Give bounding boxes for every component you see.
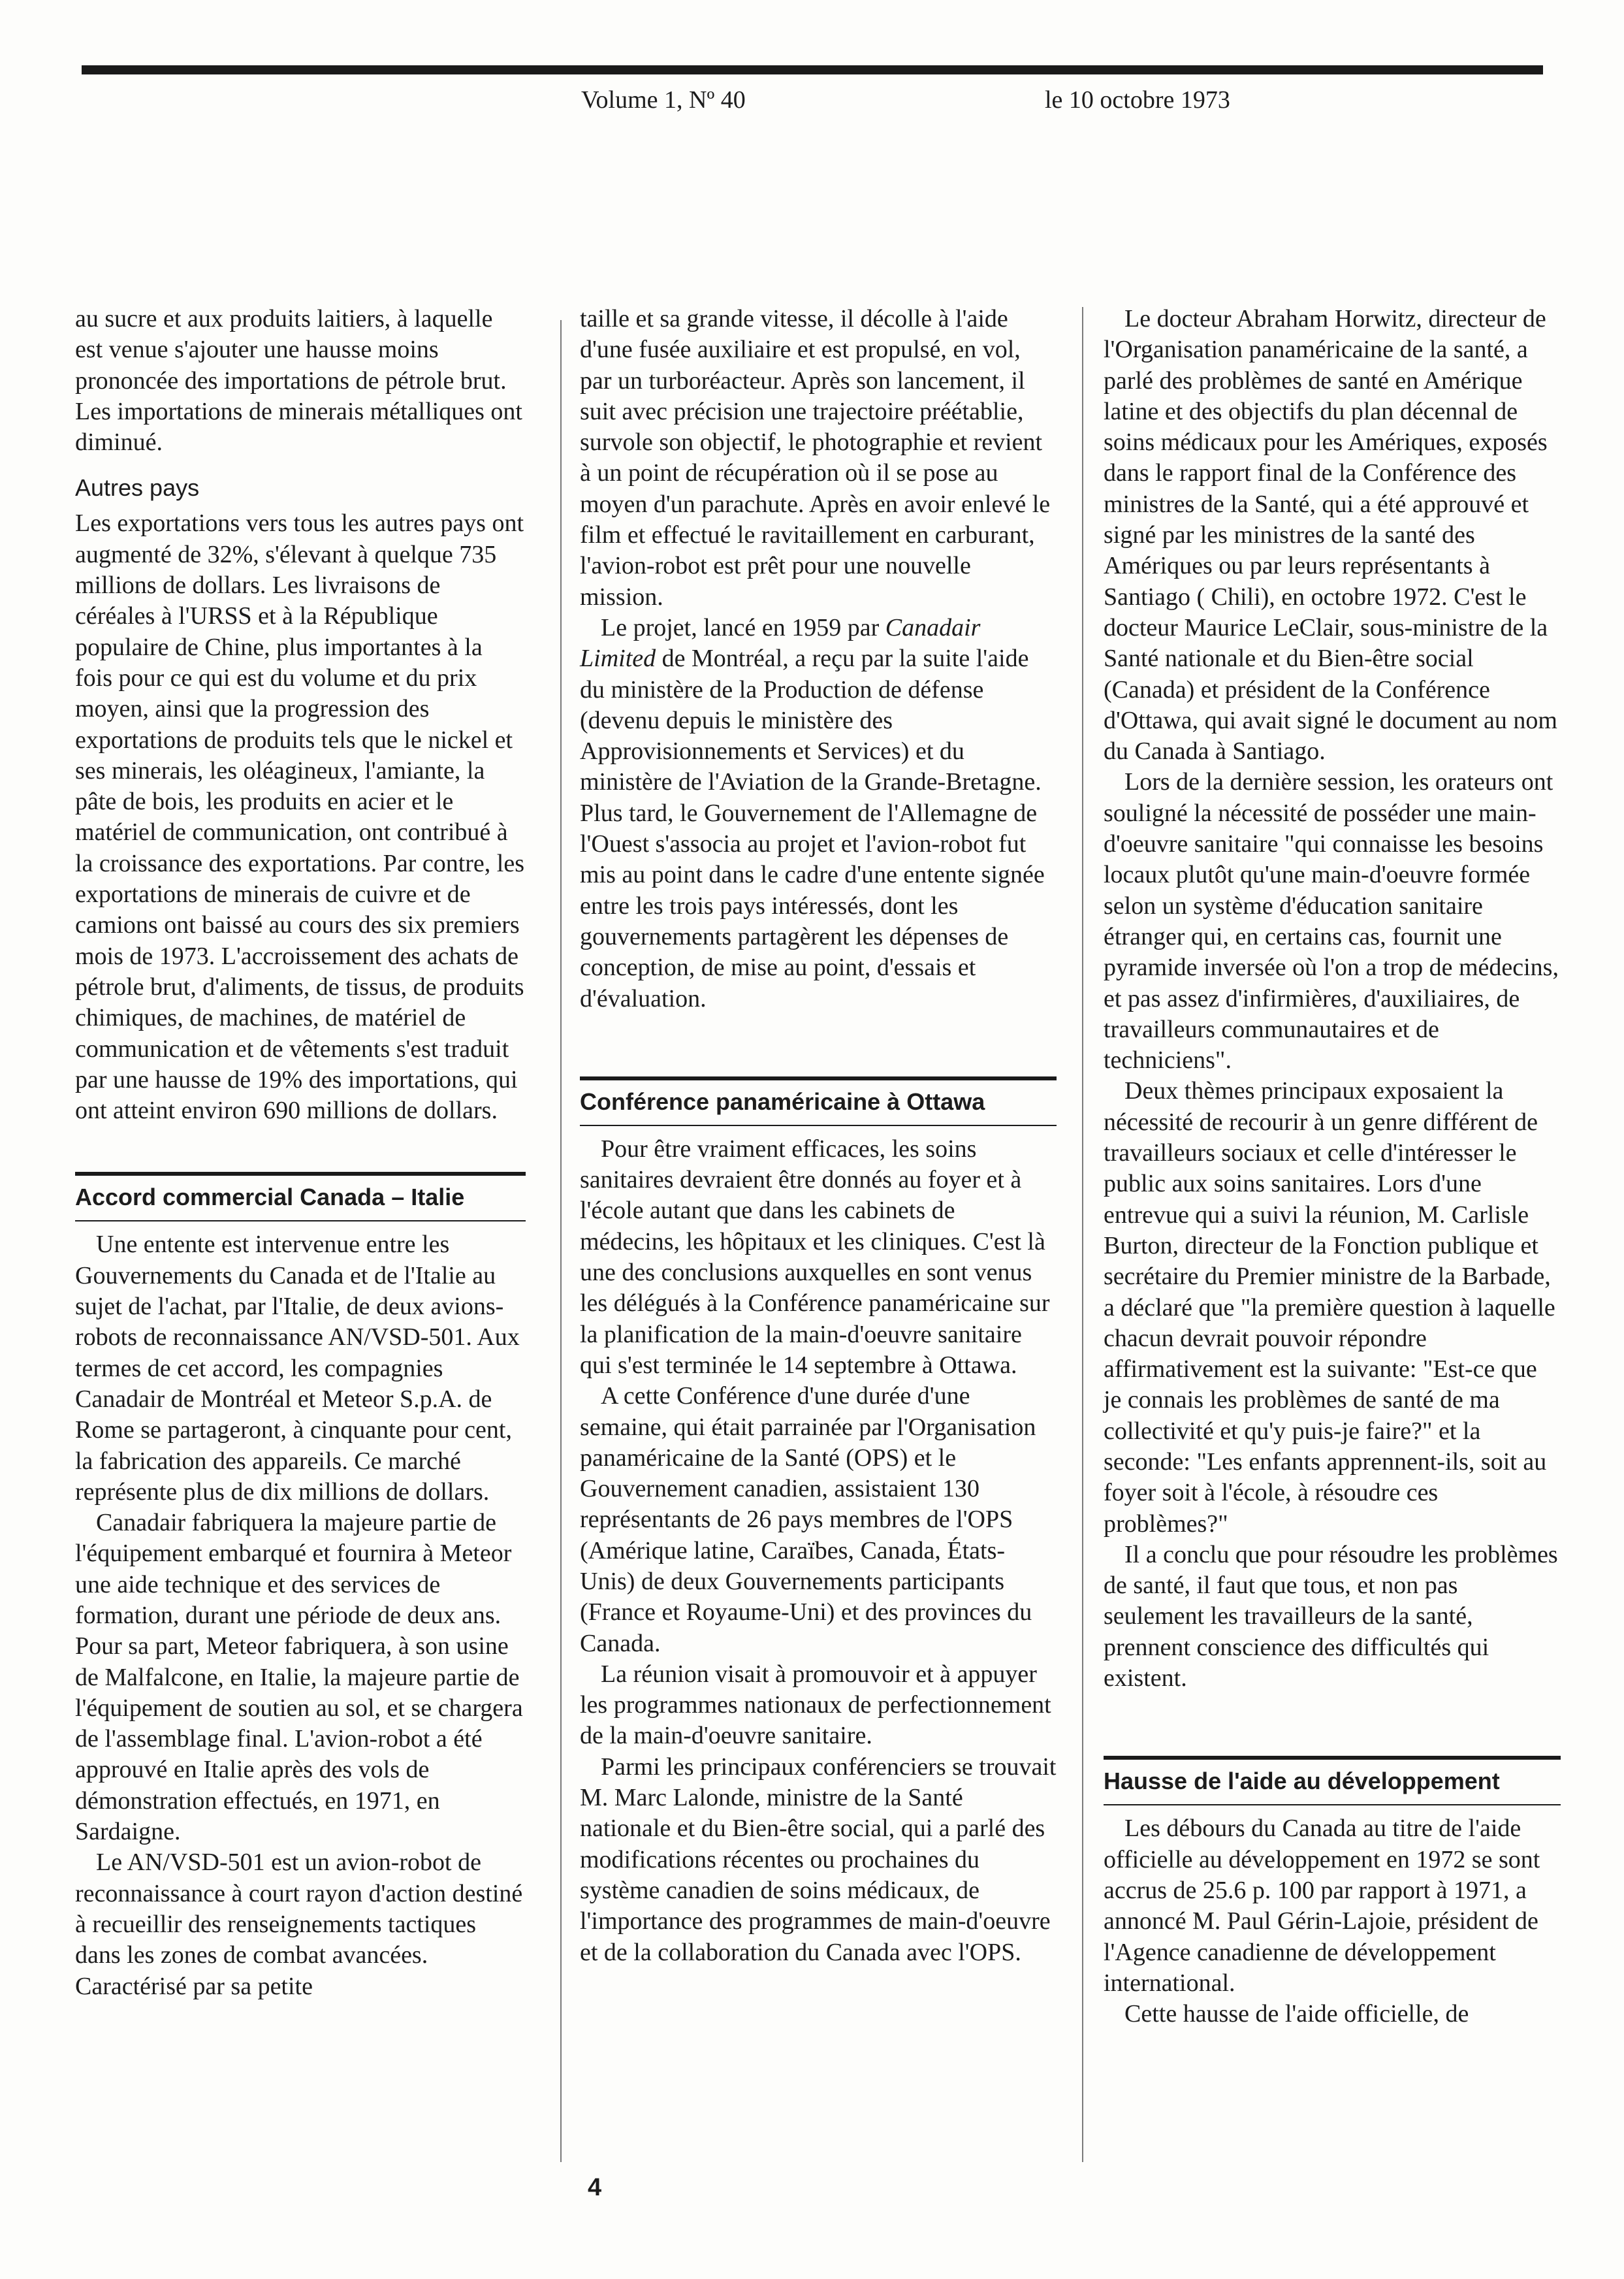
paragraph: Une entente est intervenue entre les Gouvernements du Canada et de l'Italie au sujet de l'achat, par l'Italie, de deux avions-robots de reconnaissance AN/VSD-501. Aux termes de cet accord, les compagnies Canadair de Montréal et Meteor S.p.A. de Rome se partageront, à cinquante pour cent, la fabrication des appareils. Ce marché représente plus de dix millions de dollars. <box>75 1231 520 1506</box>
paragraph: Lors de la dernière session, les orateurs ont souligné la nécessité de posséder une main-d'oeuvre sanitaire "qui connaisse les besoins locaux plutôt qu'une main-d'oeuvre formée selon un système d'éducation sanitaire étranger qui, en certains cas, fournit une pyramide inversée où l'on a trop de médecins, et pas assez d'infirmières, d'auxiliaires, de travailleurs communautaires et de techniciens". <box>1104 768 1559 1075</box>
paragraph: au sucre et aux produits laitiers, à laquelle est venue s'ajouter une hausse moins prononcée des importations de pétrole brut. Les importations de minerais métalliques ont diminué. <box>75 305 522 457</box>
paragraph: Canadair fabriquera la majeure partie de l'équipement embarqué et fournira à Meteor une aide technique et des services de formation, durant une période de deux ans. Pour sa part, Meteor fabriquera, à son usine de Malfalcone, en Italie, la majeure partie de l'équipement de soutien au sol, et se chargera de l'assemblage final. L'avion-robot a été approuvé en Italie après des vols de démonstration effectués, en 1971, en Sardaigne. <box>75 1509 523 1846</box>
column-2 <box>580 304 1057 1968</box>
text-run: Le projet, lancé en 1959 par <box>601 613 885 641</box>
issue-date: le 10 octobre 1973 <box>1045 86 1230 114</box>
column-divider-2 <box>1082 307 1083 2162</box>
company-name: Canadair Limited <box>580 613 981 673</box>
paragraph: Le docteur Abraham Horwitz, directeur de l'Organisation panaméricaine de la santé, a parlé des problèmes de santé en Amérique latine et des objectifs du plan décennal de soins médicaux pour les Amériques, exposés dans le rapport final de la Conférence des ministres de la Santé, qui a été approuvé et signé par les ministres de la santé des Amériques ou par leurs représentants à Santiago ( Chili), en octobre 1972. C'est le docteur Maurice LeClair, sous-ministre de la Santé nationale et du Bien-être social (Canada) et président de la Conférence d'Ottawa, qui avait signé le document au nom du Canada à Santiago. <box>1104 305 1557 766</box>
paragraph: Cette hausse de l'aide officielle, de <box>1124 2000 1469 2028</box>
paragraph: Les débours du Canada au titre de l'aide officielle au développement en 1972 se sont accrus de 25.6 p. 100 par rapport à 1971, a annoncé M. Paul Gérin-Lajoie, président de l'Agence canadienne de développement international. <box>1104 1815 1540 1997</box>
subheading-autres-pays: Autres pays <box>75 474 200 502</box>
paragraph: Pour être vraiment efficaces, les soins sanitaires devraient être donnés au foyer et à l'école autant que dans les cabinets de médecins, les hôpitaux et les cliniques. C'est là une des conclusions auxquelles en sont venus les délégués à la Conférence panaméricaine sur la planification de la main-d'oeuvre sanitaire qui s'est terminée le 14 septembre à Ottawa. <box>580 1135 1050 1379</box>
top-rule <box>82 65 1543 74</box>
paragraph: Deux thèmes principaux exposaient la nécessité de recourir à un genre différent de travailleurs sociaux et celle d'intéresser le public aux soins sanitaires. Lors d'une entrevue qui a suivi la réunion, M. Carlisle Burton, directeur de la Fonction publique et secrétaire du Premier ministre de la Barbade, a déclaré que "la première question à laquelle chacun devrait pouvoir répondre affirmativement est la suivante: "Est-ce que je connais les problèmes de santé de ma collectivité et qu'y puis-je faire?" et la seconde: "Les enfants apprennent-ils, soit au foyer soit à l'école, à résoudre ces problèmes?" <box>1104 1077 1555 1538</box>
volume-number: Volume 1, Nº 40 <box>581 86 746 114</box>
paragraph: A cette Conférence d'une durée d'une semaine, qui était parrainée par l'Organisation panaméricaine de la Santé (OPS) et le Gouvernement canadien, assistaient 130 représentants de 26 pays membres de l'OPS (Amérique latine, Caraïbes, Canada, États-Unis) de deux Gouvernements participants (France et Royaume-Uni) et des provinces du Canada. <box>580 1382 1036 1657</box>
text-run: de Montréal, a reçu par la suite l'aide du ministère de la Production de défense (devenu depuis le ministère des Approvisionnements et Services) et du ministère de l'Aviation de la Grande-Bretagne. Plus tard, le Gouvernement de l'Allemagne de l'Ouest s'associa au projet et l'avion-robot fut mis au point dans le cadre d'une entente signée entre les trois pays intéressés, dont les gouvernements partagèrent les dépenses de conception, de mise au point, d'essais et d'évaluation. <box>580 645 1045 1012</box>
paragraph: Parmi les principaux conférenciers se trouvait M. Marc Lalonde, ministre de la Santé nationale et du Bien-être social, qui a parlé des modifications récentes ou prochaines du système canadien de soins médicaux, de l'importance des programmes de main-d'oeuvre et de la collaboration du Canada avec l'OPS. <box>580 1753 1057 1966</box>
paragraph: Le AN/VSD-501 est un avion-robot de reconnaissance à court rayon d'action destiné à recueillir des renseignements tactiques dans les zones de combat avancées. Caractérisé par sa petite <box>75 1849 523 2000</box>
column-divider-1 <box>560 320 562 2162</box>
section-heading <box>75 1172 526 1221</box>
section-title-accord: Accord commercial Canada – Italie <box>75 1184 526 1221</box>
column-1 <box>75 304 526 2002</box>
section-title-conference: Conférence panaméricaine à Ottawa <box>580 1088 1057 1126</box>
paragraph: Les exportations vers tous les autres pays ont augmenté de 32%, s'élevant à quelque 735 millions de dollars. Les livraisons de céréales à l'URSS et à la République populaire de Chine, plus importantes à la fois pour ce qui est du volume et du prix moyen, ainsi que la progression des exportations de produits tels que le nickel et ses minerais, les oléagineux, l'amiante, la pâte de bois, les produits en acier et le matériel de communication, ont contribué à la croissance des exportations. Par contre, les exportations de minerais de cuivre et de camions ont baissé au cours des six premiers mois de 1973. L'accroissement des achats de pétrole brut, d'aliments, de tissus, de produits chimiques, de machines, de matériel de communication et de vêtements s'est traduit par une hausse de 19% des importations, qui ont atteint environ 690 millions de dollars. <box>75 509 524 1125</box>
paragraph: taille et sa grande vitesse, il décolle à l'aide d'une fusée auxiliaire et est propulsé, en vol, par un turboréacteur. Après son lancement, il suit avec précision une trajectoire préétablie, survole son objectif, le photographie et revient à un point de récupération où il se pose au moyen d'un parachute. Après en avoir enlevé le film et effectué le ravitaillement en carburant, l'avion-robot est prêt pour une nouvelle mission. <box>580 305 1051 611</box>
column-3 <box>1104 304 1561 2029</box>
paragraph: La réunion visait à promouvoir et à appuyer les programmes nationaux de perfectionnement de la main-d'oeuvre sanitaire. <box>580 1660 1051 1750</box>
paragraph: Il a conclu que pour résoudre les problèmes de santé, il faut que tous, et non pas seulement les travailleurs de la santé, prennent conscience des difficultés qui existent. <box>1104 1540 1558 1692</box>
section-title-hausse: Hausse de l'aide au développement <box>1104 1768 1561 1805</box>
page-number: 4 <box>588 2174 602 2201</box>
paragraph <box>580 613 1057 1014</box>
section-heading <box>1104 1756 1561 1805</box>
section-heading <box>580 1076 1057 1126</box>
